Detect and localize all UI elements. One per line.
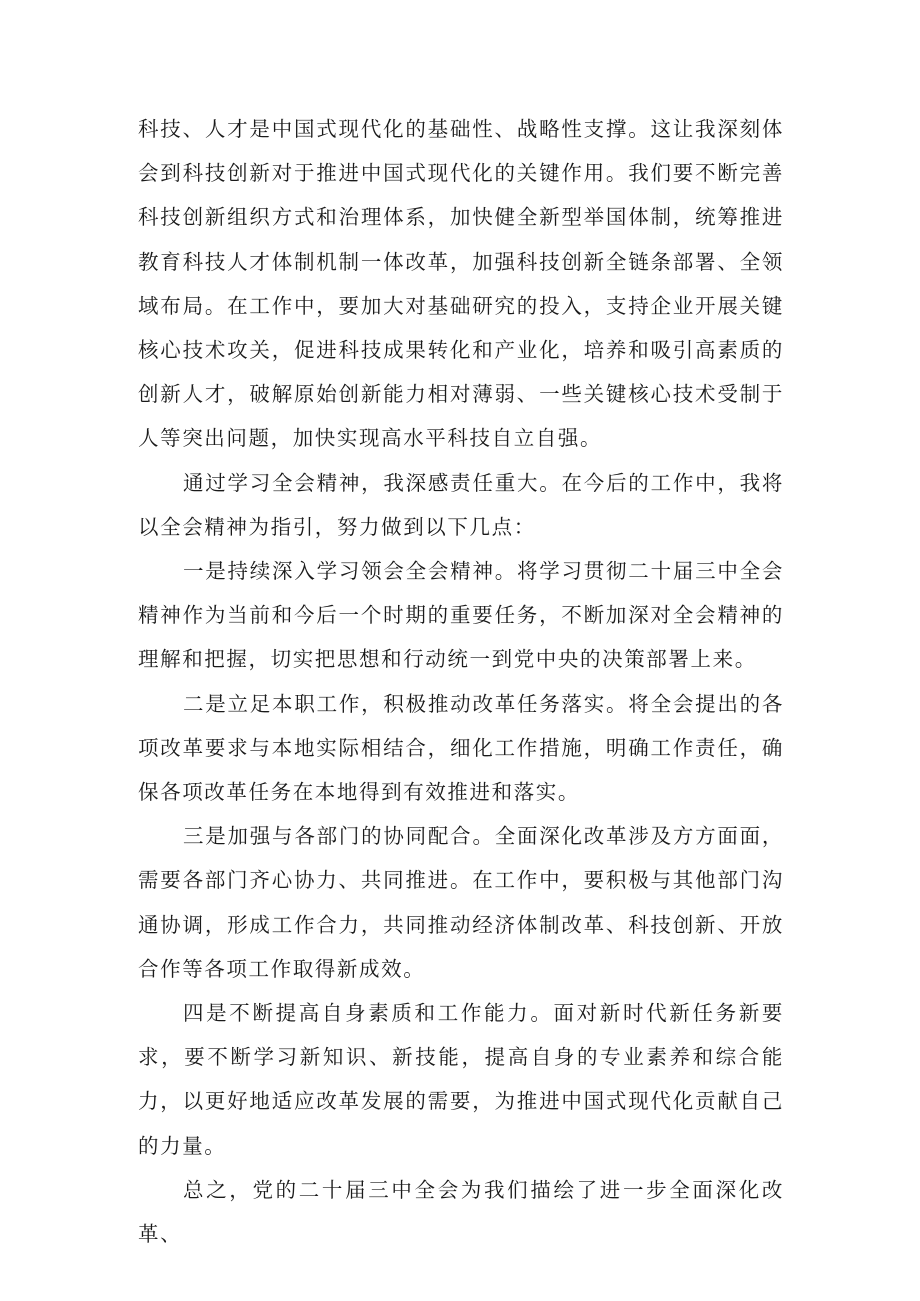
paragraph-point-three: 三是加强与各部门的协同配合。全面深化改革涉及方方面面，需要各部门齐心协力、共同推进。在工作中，要积极与其他部门沟通协调，形成工作合力，共同推动经济体制改革、科技创新、开放合作等各项工作取得新成效。 [138, 824, 784, 981]
paragraph-conclusion: 总之，党的二十届三中全会为我们描绘了进一步全面深化改革、 [138, 1177, 784, 1247]
paragraph-point-four: 四是不断提高自身素质和工作能力。面对新时代新任务新要求，要不断学习新知识、新技能，提高自身的专业素养和综合能力，以更好地适应改革发展的需要，为推进中国式现代化贡献自己的力量。 [138, 1001, 784, 1158]
paragraph-point-one: 一是持续深入学习领会全会精神。将学习贯彻二十届三中全会精神作为当前和今后一个时期的重要任务，不断加深对全会精神的理解和把握，切实把思想和行动统一到党中央的决策部署上来。 [138, 559, 784, 672]
paragraph-point-two: 二是立足本职工作，积极推动改革任务落实。将全会提出的各项改革要求与本地实际相结合，细化工作措施，明确工作责任，确保各项改革任务在本地得到有效推进和落实。 [138, 691, 784, 805]
paragraph-responsibility: 通过学习全会精神，我深感责任重大。在今后的工作中，我将以全会精神为指引，努力做到以下几点： [138, 470, 784, 539]
paragraph-continued: 科技、人才是中国式现代化的基础性、战略性支撑。这让我深刻体会到科技创新对于推进中国式现代化的关键作用。我们要不断完善科技创新组织方式和治理体系，加快健全新型举国体制，统筹推进教育科技人才体制机制一体改革，加强科技创新全链条部署、全领域布局。在工作中，要加大对基础研究的投入，支持企业开展关键核心技术攻关，促进科技成果转化和产业化，培养和吸引高素质的创新人才，破解原始创新能力相对薄弱、一些关键核心技术受制于人等突出问题，加快实现高水平科技自立自强。 [138, 117, 784, 451]
document-body [138, 107, 784, 1256]
